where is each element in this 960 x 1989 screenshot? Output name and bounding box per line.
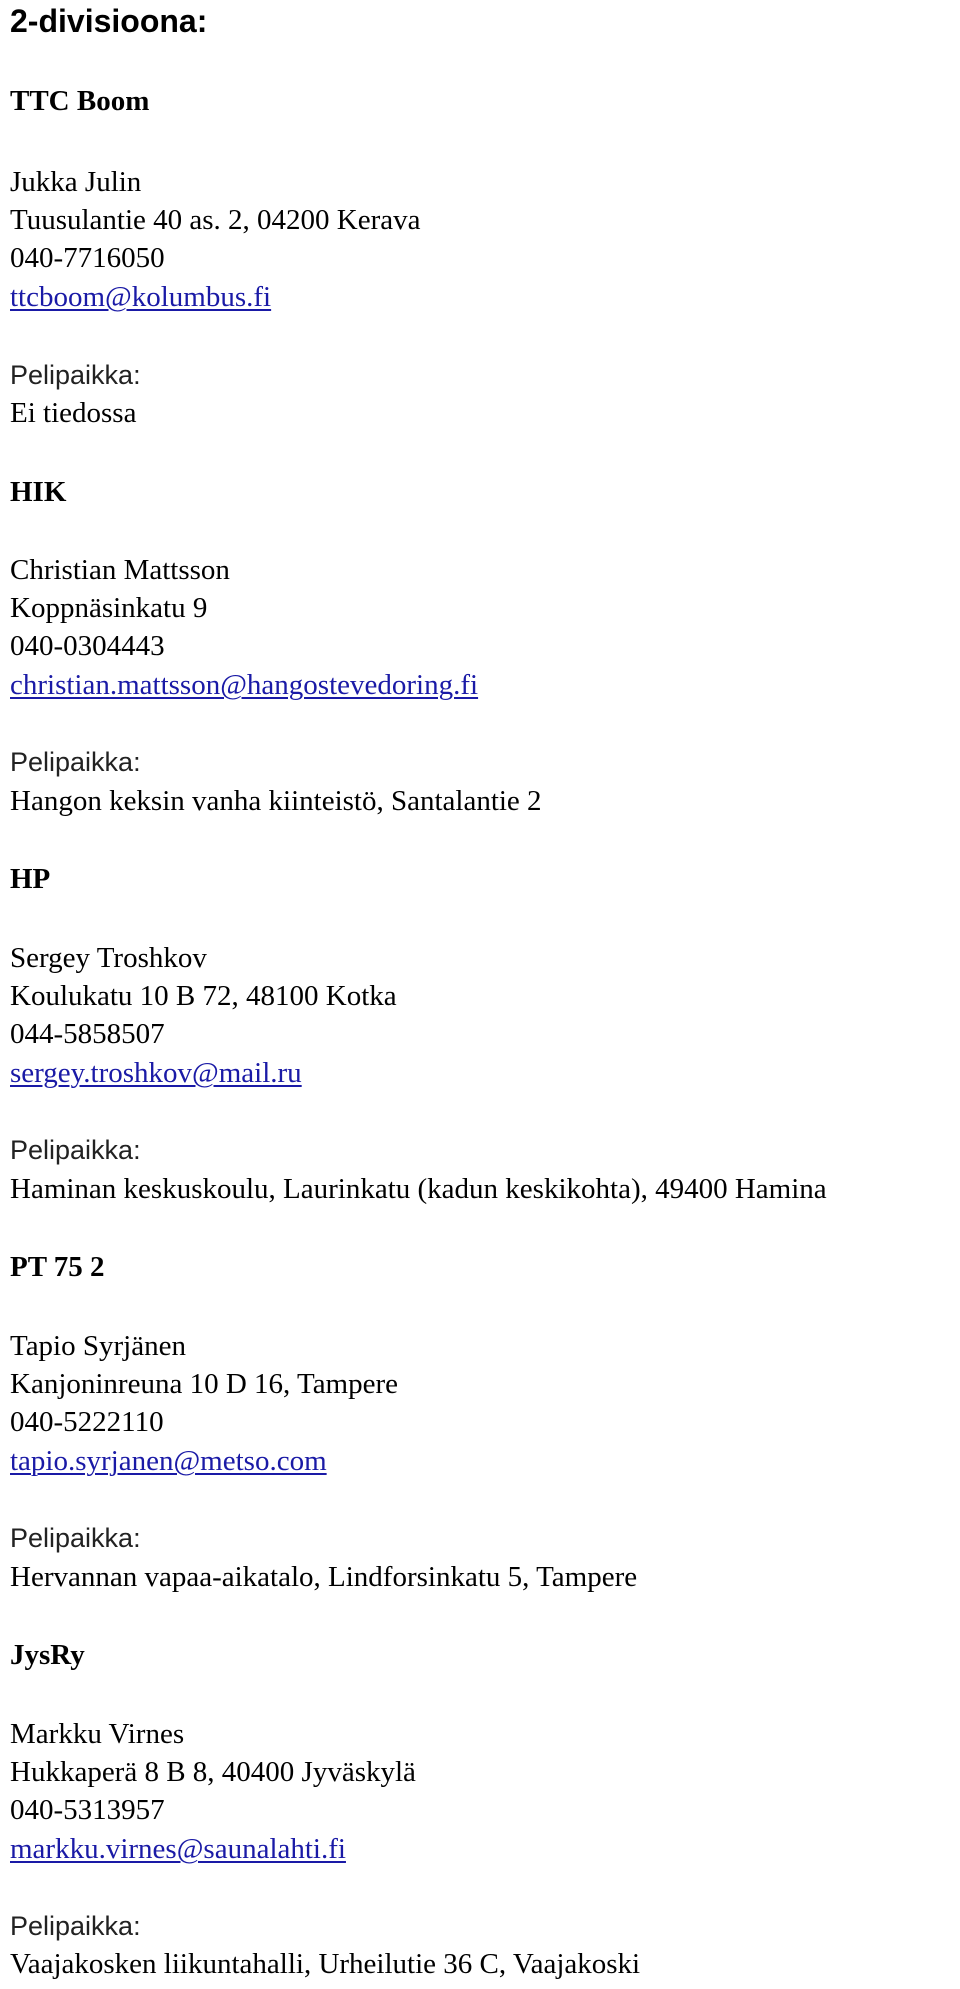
venue-value: Hangon keksin vanha kiinteistö, Santalantie 2: [10, 785, 542, 817]
contact-name: Sergey Troshkov: [10, 942, 207, 974]
contact-address: Koppnäsinkatu 9: [10, 592, 208, 624]
venue-label: Pelipaikka:: [10, 1523, 141, 1553]
venue-value: Ei tiedossa: [10, 397, 137, 429]
email-link[interactable]: christian.mattsson@hangostevedoring.fi: [10, 669, 479, 701]
contact-address: Hukkaperä 8 B 8, 40400 Jyväskylä: [10, 1756, 416, 1788]
contact-name: Christian Mattsson: [10, 554, 230, 586]
contact-address: Koulukatu 10 B 72, 48100 Kotka: [10, 980, 397, 1012]
email-link[interactable]: markku.virnes@saunalahti.fi: [10, 1833, 346, 1865]
club-name: TTC Boom: [10, 85, 150, 117]
venue-value: Haminan keskuskoulu, Laurinkatu (kadun keskikohta), 49400 Hamina: [10, 1173, 827, 1205]
venue-label: Pelipaikka:: [10, 1911, 141, 1941]
email-link[interactable]: sergey.troshkov@mail.ru: [10, 1057, 302, 1089]
venue-label: Pelipaikka:: [10, 747, 141, 777]
contact-phone: 040-0304443: [10, 630, 165, 662]
contact-address: Kanjoninreuna 10 D 16, Tampere: [10, 1368, 399, 1400]
venue-value: Hervannan vapaa-aikatalo, Lindforsinkatu 5, Tampere: [10, 1561, 638, 1593]
contact-name: Tapio Syrjänen: [10, 1330, 186, 1362]
club-name: HIK: [10, 476, 67, 508]
email-link[interactable]: ttcboom@kolumbus.fi: [10, 281, 272, 313]
club-name: HP: [10, 863, 51, 895]
venue-label: Pelipaikka:: [10, 1135, 141, 1165]
page-heading: 2-divisioona:: [10, 3, 208, 39]
club-name: JysRy: [10, 1639, 85, 1671]
contact-phone: 040-5222110: [10, 1406, 164, 1438]
club-name: PT 75 2: [10, 1251, 105, 1283]
contact-name: Jukka Julin: [10, 166, 142, 198]
contact-phone: 040-5313957: [10, 1794, 165, 1826]
contact-phone: 044-5858507: [10, 1018, 165, 1050]
contact-name: Markku Virnes: [10, 1718, 185, 1750]
contact-phone: 040-7716050: [10, 242, 165, 274]
email-link[interactable]: tapio.syrjanen@metso.com: [10, 1445, 327, 1477]
venue-label: Pelipaikka:: [10, 360, 141, 390]
contact-address: Tuusulantie 40 as. 2, 04200 Kerava: [10, 204, 421, 236]
venue-value: Vaajakosken liikuntahalli, Urheilutie 36 C, Vaajakoski: [10, 1948, 641, 1980]
